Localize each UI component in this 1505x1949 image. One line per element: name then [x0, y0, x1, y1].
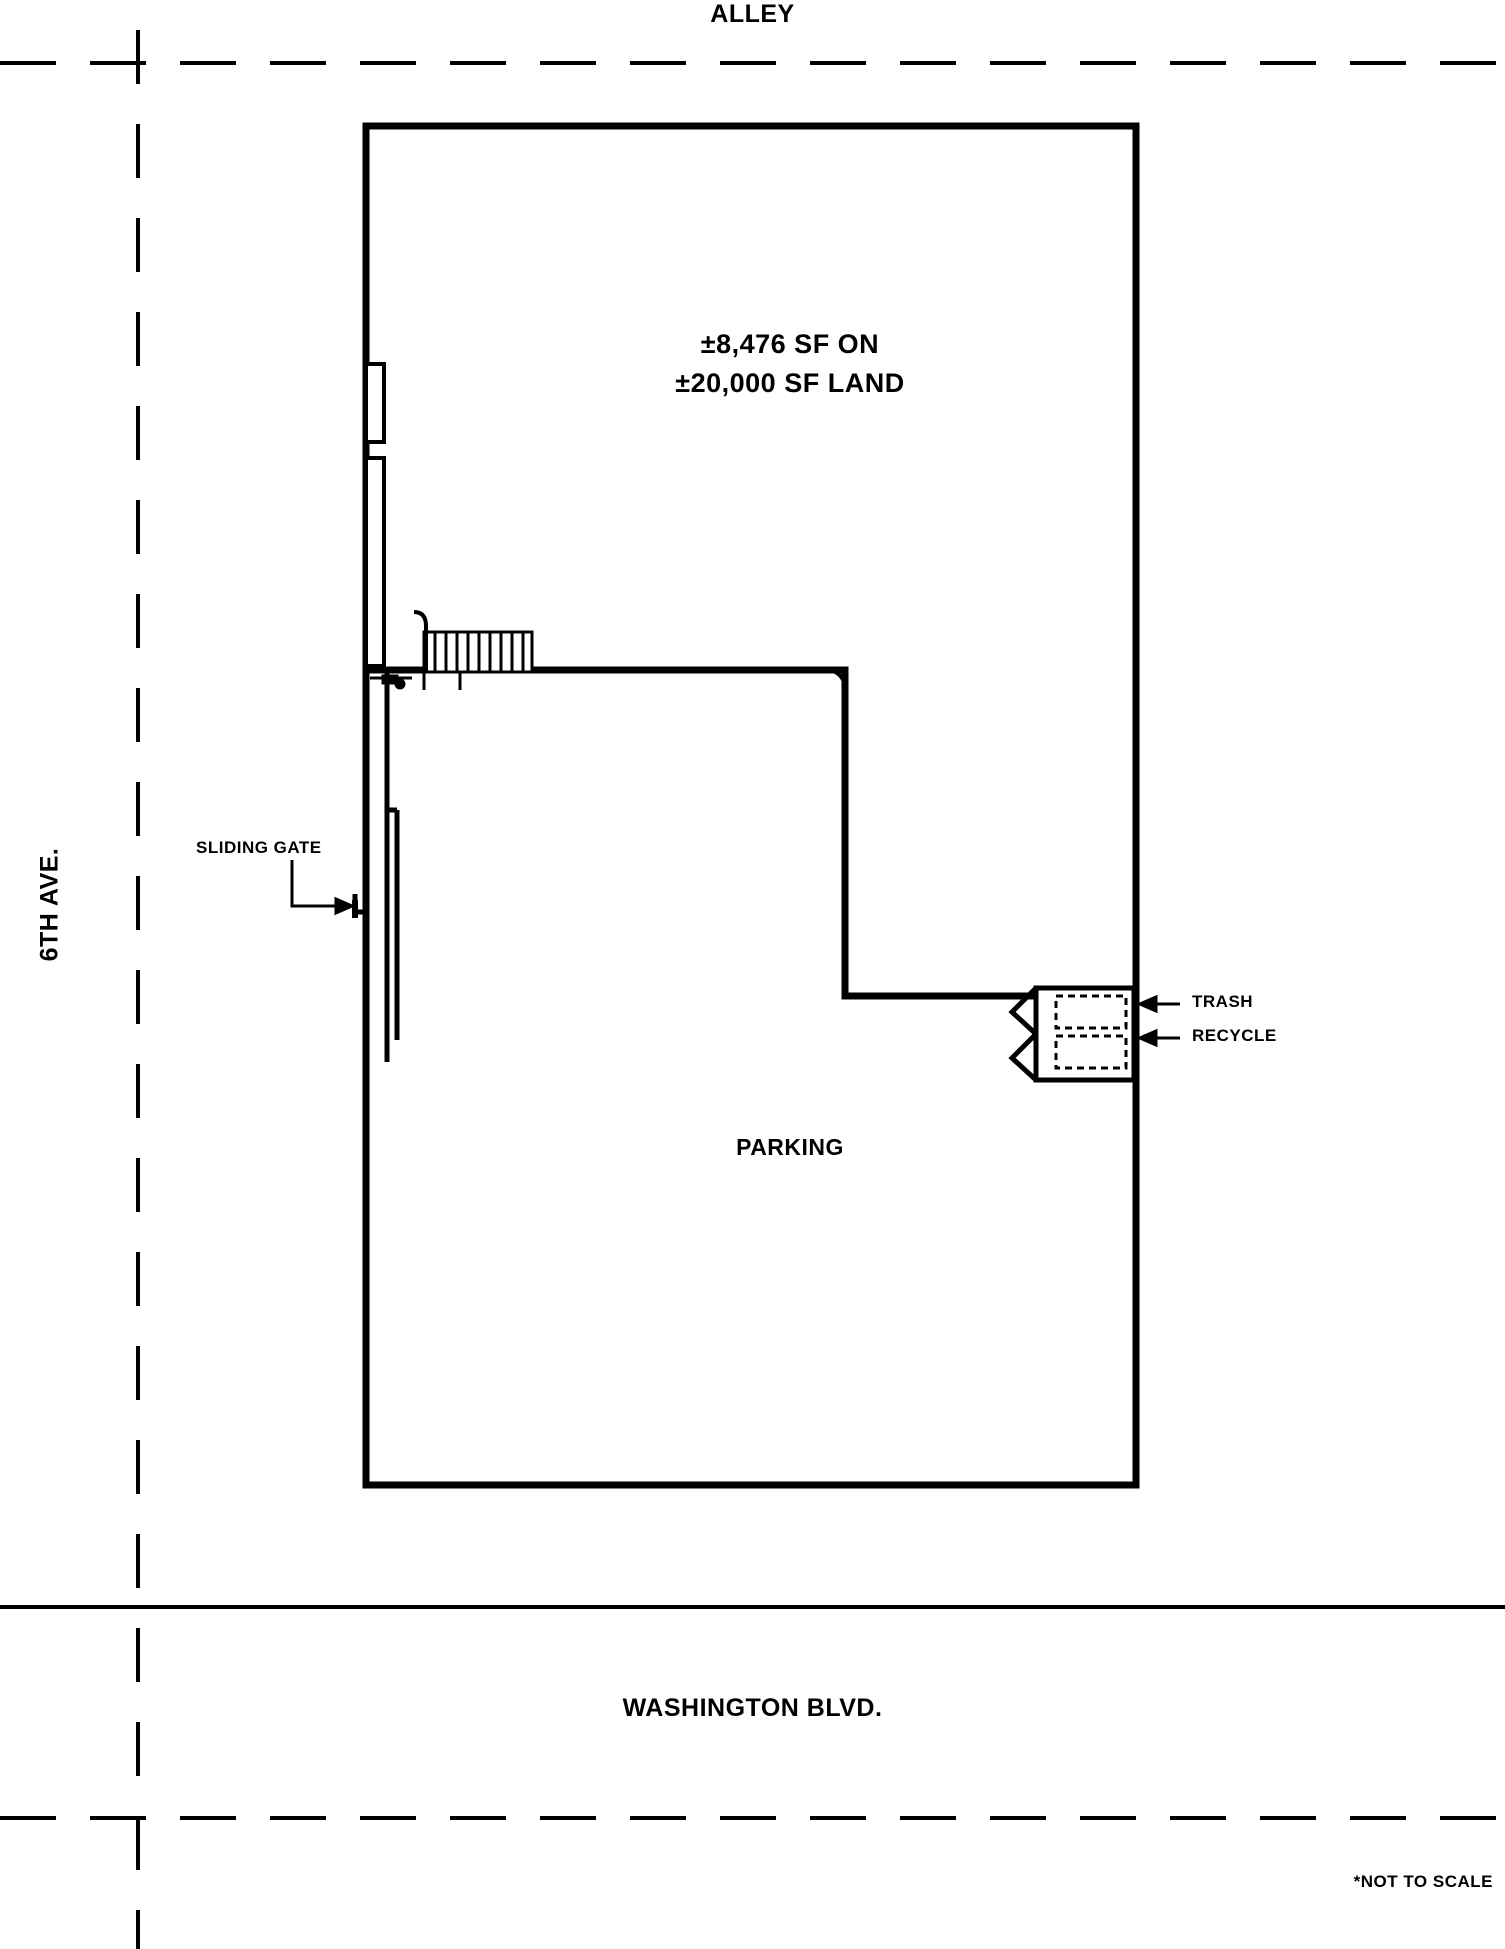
building-area-callout [520, 325, 1060, 403]
not-to-scale-note: *NOT TO SCALE [1353, 1872, 1493, 1891]
building-area-line-2: ±20,000 SF LAND [675, 368, 905, 399]
parking-area-label: PARKING [736, 1134, 844, 1160]
enclosure-gate-leaf-2 [1012, 1034, 1036, 1080]
trash-leader [1140, 997, 1180, 1011]
sliding-gate-leader [292, 860, 365, 913]
recycle-leader [1140, 1031, 1180, 1045]
stairs-hatch [424, 632, 532, 672]
street-label-6th-ave: 6TH AVE. [35, 847, 64, 962]
street-label-alley: ALLEY [710, 0, 795, 28]
building-area-line-1: ±8,476 SF ON [700, 329, 880, 359]
trash-bin [1056, 996, 1126, 1028]
window-bay-lower [366, 458, 384, 666]
sliding-gate-label: SLIDING GATE [196, 838, 322, 857]
trash-label: TRASH [1192, 992, 1254, 1011]
sliding-gate [355, 672, 397, 1062]
recycle-bin [1056, 1036, 1126, 1068]
trash-enclosure [1012, 988, 1134, 1080]
recycle-label: RECYCLE [1192, 1026, 1277, 1045]
gate-hardware-marks [370, 676, 412, 688]
window-bay-upper [366, 364, 384, 442]
building-footprint [366, 126, 1136, 996]
street-label-washington-blvd: WASHINGTON BLVD. [622, 1694, 883, 1722]
